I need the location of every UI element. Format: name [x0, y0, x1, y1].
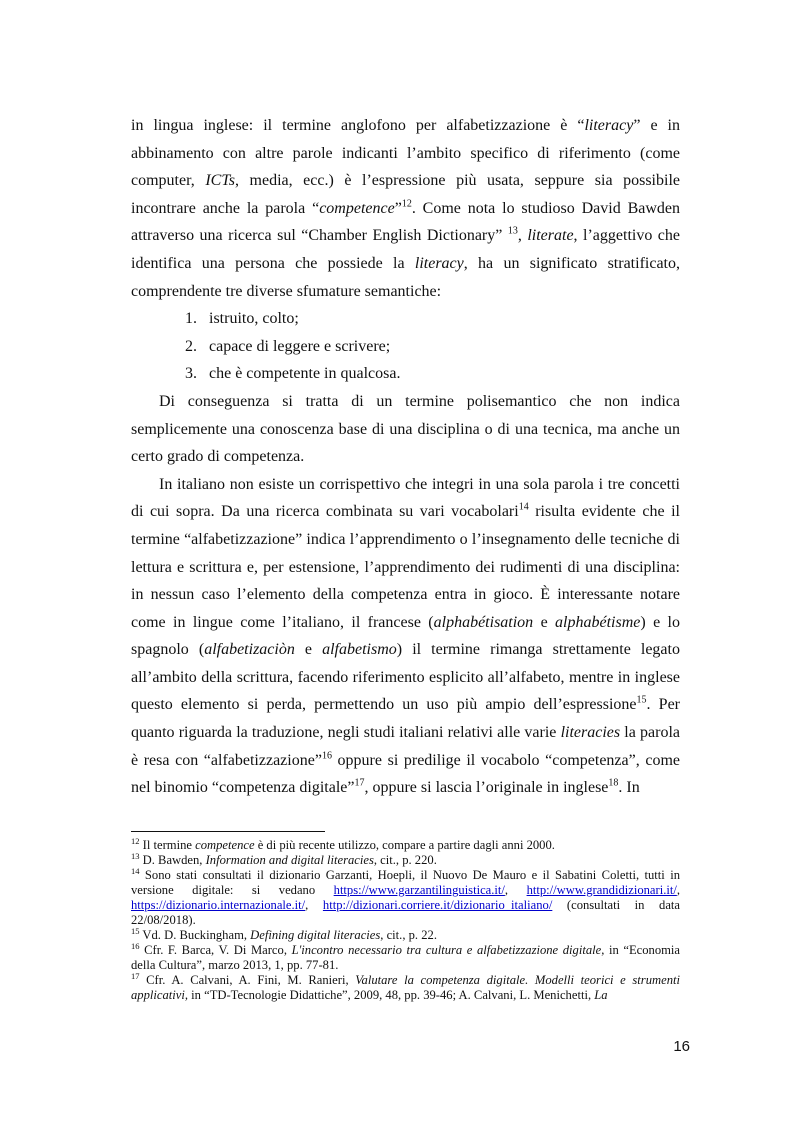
footnote-number: 17 [131, 970, 140, 981]
text-run: . Per quanto riguarda la traduzione, negli studi italiani relativi alle varie [131, 696, 681, 742]
text-run: risulta evidente che il termine “alfabetizzazione” indica l’apprendimento o l’insegnamento delle tecniche di lettura e scrittura e, per estensione, l’apprendimento dei rudimenti di una disciplina: in nessun caso l’elemento della competenza entra in gioco. È interessante notare come in lingue come l’italiano, il francese ( [131, 503, 680, 631]
separator: , [676, 883, 681, 897]
text-run: Vd. D. Buckingham, [139, 928, 251, 942]
text-run: è di più recente utilizzo, compare a partire dagli anni 2000. [254, 838, 555, 852]
paragraph-3 [131, 471, 680, 802]
garzanti-link[interactable]: https://www.garzantilinguistica.it/ [333, 883, 505, 897]
text-run: . In [618, 779, 640, 797]
italic-term: literacy [414, 254, 464, 272]
list-number: 3. [185, 365, 197, 383]
footnote-number: 14 [131, 865, 140, 876]
text-run: e [533, 613, 556, 631]
text-run: , ha un significato stratificato, comprendente tre diverse sfumature semantiche: [131, 254, 680, 300]
text-run: In italiano non esiste un corrispettivo che integri in una sola parola i tre concetti di cui sopra. Da una ricerca combinata su vari vocabolari [131, 475, 680, 521]
italic-term: literacies [560, 724, 621, 742]
list-number: 1. [185, 310, 197, 328]
list-item-text: capace di leggere e scrivere; [209, 337, 391, 355]
text-run: , [517, 227, 528, 245]
italic-term: Information and digital literacies [205, 853, 374, 867]
text-run: ) e lo spagnolo ( [131, 613, 680, 659]
text-run: ” e in abbinamento con altre parole indicanti l’ambito specifico di riferimento (come computer, [131, 117, 681, 190]
italic-term: literate [527, 227, 574, 245]
italic-term: literacy [584, 117, 634, 134]
footnote-divider [131, 831, 325, 832]
text-run: ” [394, 199, 402, 217]
semantic-list [131, 305, 680, 388]
italic-term: La [594, 988, 608, 1002]
italic-term: alfabetizaciòn [204, 641, 295, 659]
footnote-ref-13[interactable]: 13 [507, 226, 518, 238]
footnote-16 [131, 940, 681, 973]
italic-term: competence [195, 838, 255, 852]
footnote-ref-15[interactable]: 15 [636, 695, 647, 707]
text-run: , cit., p. 220. [373, 853, 437, 867]
text-run: D. Bawden, [139, 853, 206, 867]
italic-term: competence [319, 199, 395, 217]
footnote-number: 16 [131, 940, 140, 951]
footnote-ref-16[interactable]: 16 [321, 750, 332, 762]
footnote-15 [131, 925, 680, 943]
italic-term: Valutare la competenza digitale. Modelli teorici e strumenti applicativi, [131, 973, 680, 1002]
text-run: Cfr. A. Calvani, A. Fini, M. Ranieri, [139, 973, 356, 987]
footnote-13 [131, 850, 680, 868]
footnote-12 [131, 835, 680, 853]
italic-term: alphabétisation [433, 613, 534, 631]
separator: , [504, 883, 527, 897]
text-run: Cfr. F. Barca, V. Di Marco, [139, 943, 292, 957]
list-item [185, 333, 680, 361]
footnote-ref-12[interactable]: 12 [401, 198, 412, 210]
text-run: oppure si predilige il vocabolo “competenza”, come nel binomio “competenza digitale” [131, 751, 680, 797]
footnote-number: 12 [131, 835, 140, 846]
footnote-ref-18[interactable]: 18 [608, 777, 619, 789]
paragraph-2: Di conseguenza si tratta di un termine polisemantico che non indica semplicemente una conoscenza base di una disciplina o di una tecnica, ma anche un certo grado di competenza. [131, 392, 680, 466]
italic-term: ICTs [205, 172, 235, 190]
footnotes [131, 835, 681, 1003]
list-item-text: istruito, colto; [209, 310, 299, 328]
footnote-17 [131, 970, 680, 1003]
text-run: la parola è resa con “alfabetizzazione” [131, 724, 680, 769]
text-run: , cit., p. 22. [380, 928, 437, 942]
list-item-text: che è competente in qualcosa. [209, 365, 401, 383]
text-run: ) il termine rimanga strettamente legato all’ambito della scrittura, facendo riferimento esplicito all’alfabeto, mentre in inglese questo elemento si perda, permettendo un uso più ampio dell’espressione [131, 641, 680, 714]
body-text [131, 112, 680, 802]
text-run: in lingua inglese: il termine anglofono per alfabetizzazione è “ [131, 117, 585, 134]
italic-term: Defining digital literacies [250, 928, 381, 942]
text-run: in “TD-Tecnologie Didattiche”, 2009, 48, pp. 39-46; A. Calvani, L. Menichetti, [188, 988, 595, 1002]
text-run: . Come nota lo studioso David Bawden attraverso una ricerca sul “Chamber English Dictionary” [131, 199, 680, 245]
list-item [185, 360, 680, 388]
italic-term: alphabétisme [555, 613, 641, 631]
text-run: , oppure si lascia l’originale in inglese [364, 779, 609, 797]
footnote-ref-17[interactable]: 17 [354, 777, 365, 789]
text-run: e [294, 641, 323, 659]
italic-term: L'incontro necessario tra cultura e alfabetizzazione digitale [291, 943, 602, 957]
text-run: Sono stati consultati il dizionario Garzanti, Hoepli, il Nuovo De Mauro e il Sabatini Coletti, tutti in versione digitale: si vedano [131, 868, 680, 897]
text-run: , l’aggettivo che identifica una persona che possiede la [131, 227, 681, 272]
text-run: (consultati in data 22/08/2018). [131, 898, 680, 927]
separator: , [305, 898, 323, 912]
footnote-ref-14[interactable]: 14 [518, 501, 529, 513]
list-number: 2. [185, 337, 197, 355]
corriere-link[interactable]: http://dizionari.corriere.it/dizionario_italiano/ [322, 898, 553, 912]
text-run: , in “Economia della Cultura”, marzo 2013, 1, pp. 77-81. [131, 943, 681, 972]
page-number: 16 [673, 1038, 690, 1055]
italic-term: alfabetismo [322, 641, 397, 659]
text-run: Il termine [139, 838, 196, 852]
list-item [185, 305, 680, 333]
footnote-number: 15 [131, 925, 140, 936]
footnote-14 [131, 865, 681, 928]
grandidizionari-link[interactable]: http://www.grandidizionari.it/ [526, 883, 677, 897]
footnote-number: 13 [131, 850, 140, 861]
text-run: , media, ecc.) è l’espressione più usata, seppure sia possibile incontrare anche la parola “ [131, 172, 680, 217]
internazionale-link[interactable]: https://dizionario.internazionale.it/ [131, 898, 306, 912]
paragraph-1 [131, 112, 680, 305]
